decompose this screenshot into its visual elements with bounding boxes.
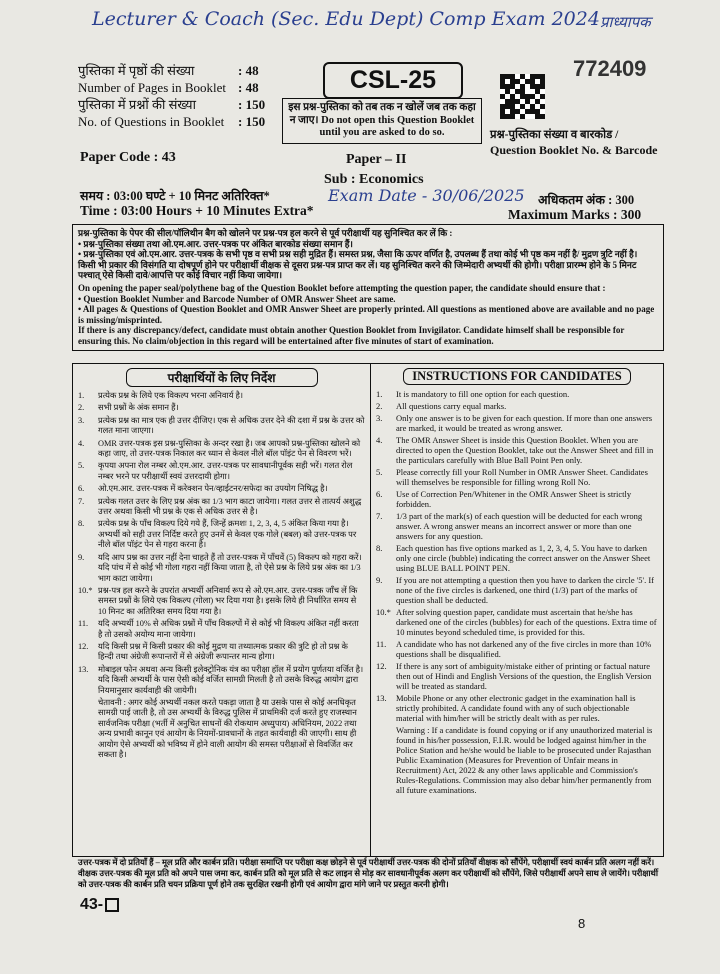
- english-instruction-item-number: 8.: [376, 543, 383, 553]
- english-instruction-item-text: If you are not attempting a question then you have to darken the circle '5'. If none of the five circles is darkened, one third (1/3) part of the marks of question shall be deducted.: [396, 575, 654, 605]
- hindi-instruction-item-number: 4.: [78, 438, 85, 448]
- english-instruction-item-number: 11.: [376, 639, 387, 649]
- hindi-instruction-item: [78, 497, 365, 518]
- english-instruction-item-text: After solving question paper, candidate must ascertain that he/she has darkened one of the circles (bubbles) for each of the questions. Extra time of 10 minutes beyond scheduled time, is provided for this.: [396, 607, 657, 637]
- hindi-instructions-title: परीक्षार्थियों के लिए निर्देश: [126, 368, 318, 387]
- hindi-instruction-item-text: प्रश्न-पत्र हल करने के उपरांत अभ्यर्थी अनिवार्य रूप से ओ.एम.आर. उत्तर-पत्रक जाँच लें कि समस्त प्रश्नों के लिये एक विकल्प (गोला) भर दिया गया है। इसके लिये ही निर्धारित समय से 10 मिनट का अतिरिक्त समय दिया गया है।: [98, 585, 358, 616]
- english-instruction-item-text: A candidate who has not darkened any of the five circles in more than 10% questions shall be disqualified.: [396, 639, 652, 659]
- footer-code: [80, 896, 119, 914]
- hindi-instruction-item: [78, 416, 365, 437]
- hindi-instruction-item-number: 12.: [78, 641, 89, 651]
- english-instruction-item: [376, 401, 658, 411]
- do-not-open-notice: इस प्रश्न-पुस्तिका को तब तक न खोलें जब तक कहा न जाए। Do not open this Question Booklet until you are asked to do so.: [282, 98, 482, 144]
- hindi-instruction-item: [78, 519, 365, 550]
- hindi-instruction-item-text: प्रत्येक प्रश्न के पाँच विकल्प दिये गये हैं, जिन्हें क्रमशः 1, 2, 3, 4, 5 अंकित किया गया है। अभ्यर्थी को सही उत्तर निर्दिष्ट करते हुए उनमें से केवल एक गोले (बबल) को उत्तर-पत्रक पर नीले बॉल पॉइंट पेन से गहरा करना है।: [98, 519, 357, 550]
- time-hi: समय : 03:00 घण्टे + 10 मिनट अतिरिक्त*: [80, 189, 270, 203]
- pages-value-hi: : 48: [238, 63, 259, 78]
- notice-en-intro: On opening the paper seal/polythene bag of the Question Booklet before attempting the question paper, the candidate should ensure that :: [78, 282, 606, 293]
- english-instruction-item-text: The OMR Answer Sheet is inside this Question Booklet. When you are directed to open the Question Booklet, take out the Answer Sheet and fill in the particulars carefully with Blue Ball Point Pen only.: [396, 435, 654, 465]
- notice-hi-bullet-1: • प्रश्न-पुस्तिका संख्या तथा ओ.एम.आर. उत्तर-पत्रक पर अंकित बारकोड संख्या समान हैं।: [78, 238, 353, 249]
- hindi-instruction-item: [78, 698, 365, 760]
- hindi-instruction-item: [78, 619, 365, 640]
- notice-hi-intro: प्रश्न-पुस्तिका के पेपर की सील/पॉलिथीन बैग को खोलने पर प्रश्न-पत्र हल करने से पूर्व परीक्षार्थी यह सुनिश्चित कर लें कि :: [78, 228, 453, 238]
- instructions-container: [72, 363, 664, 857]
- english-instruction-item-number: 3.: [376, 413, 383, 423]
- hindi-instruction-item: [78, 461, 365, 482]
- qr-code-icon: [500, 74, 545, 119]
- questions-label-en: No. of Questions in Booklet: [78, 114, 225, 129]
- english-instruction-item-number: 4.: [376, 435, 383, 445]
- english-instruction-item: [376, 543, 658, 573]
- hindi-instruction-item-text: ओ.एम.आर. उत्तर-पत्रक में करेक्शन पेन/व्हाईटनर/सफेदा का उपयोग निषिद्ध है।: [98, 484, 328, 494]
- hindi-instruction-item-text: प्रत्येक प्रश्न का मात्र एक ही उत्तर दीजिए। एक से अधिक उत्तर देने की दशा में प्रश्न के उत्तर को गलत माना जाएगा।: [98, 415, 365, 436]
- english-instruction-item: [376, 413, 658, 433]
- hindi-instruction-item: [78, 484, 365, 494]
- hindi-instruction-item-number: 10.*: [78, 585, 93, 595]
- page-number: 8: [578, 916, 586, 931]
- english-instruction-item-number: [376, 725, 396, 795]
- hindi-instruction-item-number: 11.: [78, 619, 89, 629]
- hindi-instruction-item-number: 13.: [78, 664, 89, 674]
- english-instruction-item-number: 9.: [376, 575, 383, 585]
- english-instruction-item-number: 1.: [376, 389, 383, 399]
- hindi-instruction-item-number: 6.: [78, 484, 85, 494]
- hindi-instruction-item: [78, 439, 365, 460]
- hindi-instruction-item: [78, 665, 365, 696]
- hindi-instruction-item: [78, 553, 365, 584]
- english-instruction-item: [376, 661, 658, 691]
- pages-value-en: : 48: [238, 80, 259, 95]
- hindi-instruction-item-number: 8.: [78, 519, 85, 529]
- max-marks-hi: अधिकतम अंक : 300: [538, 193, 635, 207]
- notice-hi-bullet-2: • प्रश्न-पुस्तिका एवं ओ.एम.आर. उत्तर-पत्रक के सभी पृष्ठ व सभी प्रश्न सही मुद्रित हैं। समस्त प्रश्न, जैसा कि ऊपर वर्णित है, उपलब्ध हैं तथा कोई भी पृष्ठ कम नहीं है/ मुद्रण त्रुटि नहीं है।: [78, 249, 638, 260]
- hindi-instruction-item-text: यदि किसी प्रश्न में किसी प्रकार की कोई मुद्रण या तथ्यात्मक प्रकार की त्रुटि हो तो प्रश्न के हिन्दी तथा अंग्रेजी रूपान्तरों में से अंग्रेजी रूपान्तर मान्य होगा।: [98, 641, 348, 662]
- hindi-instruction-item: [78, 391, 365, 401]
- english-instruction-item-text: If there is any sort of ambiguity/mistake either of printing or factual nature then out of Hindi and English Versions of the question, the English Version will be treated as standard.: [396, 661, 652, 691]
- english-instruction-item-text: Please correctly fill your Roll Number in OMR Answer Sheet. Candidates will themselves be responsible for filling wrong Roll No.: [396, 467, 648, 487]
- english-instruction-item-text: It is mandatory to fill one option for each question.: [396, 389, 570, 399]
- footer-note: उत्तर-पत्रक में दो प्रतियाँ हैं – मूल प्रति और कार्बन प्रति। परीक्षा समाप्ति पर परीक्षा कक्ष छोड़ने से पूर्व परीक्षार्थी उत्तर-पत्रक की दोनों प्रतियाँ वीक्षक को सौंपेंगे, परीक्षार्थी स्वयं कार्बन प्रति अलग नहीं करें। वीक्षक उत्तर-पत्रक की मूल प्रति को अपने पास जमा कर, कार्बन प्रति को मूल प्रति से कट लाइन से मोड़ कर सावधानीपूर्वक अलग कर परीक्षार्थी को सौंपेंगे, जिसे परीक्षार्थी अपने साथ ले जायेंगे। परीक्षार्थी को उत्तर-पत्रक की कार्बन प्रति चयन प्रक्रिया पूर्ण होने तक सुरक्षित रखनी होगी एवं आयोग द्वारा मांगे जाने पर प्रस्तुत करनी होगी।: [78, 858, 659, 889]
- handwritten-hindi-note: प्राध्यापक: [600, 13, 651, 31]
- pages-label-en: Number of Pages in Booklet: [78, 80, 227, 95]
- notice-en-bullet-2: • All pages & Questions of Question Booklet and OMR Answer Sheet are properly printed. All questions as mentioned above are available and no page is missing/misprinted.: [78, 304, 655, 325]
- handwritten-title: Lecturer & Coach (Sec. Edu Dept) Comp Exam 2024: [92, 8, 600, 30]
- notice-box: [72, 224, 664, 351]
- questions-label-hi: पुस्तिका में प्रश्नों की संख्या: [78, 97, 196, 112]
- english-instruction-item-text: All questions carry equal marks.: [396, 401, 507, 411]
- english-instruction-item: [376, 607, 658, 637]
- booklet-code: CSL-25: [323, 62, 463, 99]
- hindi-instructions-list: [78, 391, 365, 760]
- barcode-label-en: Question Booklet No. & Barcode: [490, 143, 658, 157]
- subject: Sub : Economics: [324, 172, 424, 187]
- booklet-info: [78, 62, 265, 130]
- english-instruction-item: [376, 467, 658, 487]
- questions-value-en: : 150: [238, 114, 266, 129]
- notice-en-bullet-1: • Question Booklet Number and Barcode Number of OMR Answer Sheet are same.: [78, 293, 396, 304]
- english-instruction-item-number: 12.: [376, 661, 387, 671]
- english-instruction-item: [376, 389, 658, 399]
- english-instruction-item: [376, 725, 658, 795]
- english-instruction-item-text: Use of Correction Pen/Whitener in the OMR Answer Sheet is strictly forbidden.: [396, 489, 632, 509]
- english-instructions-list: [376, 389, 658, 795]
- english-instruction-item-text: Warning : If a candidate is found copying or if any unauthorized material is found in his/her possession, F.I.R. would be lodged against him/her in the Police Station and he/she would be liable to be prosecuted under Rajasthan Public Examination (Measures for Prevention of Unfair means in Recruitment) Act, 2022 & any other laws applicable and Commission's Rules-Regulations. Commission may also debar him/her permanently from all future examinations.: [396, 725, 653, 795]
- english-instruction-item: [376, 639, 658, 659]
- hindi-instruction-item-number: 7.: [78, 496, 85, 506]
- english-instruction-item: [376, 489, 658, 509]
- english-instruction-item-number: 5.: [376, 467, 383, 477]
- hindi-instruction-item-text: मोबाइल फोन अथवा अन्य किसी इलेक्ट्रोनिक यंत्र का परीक्षा हॉल में प्रयोग पूर्णतया वर्जित है। यदि किसी अभ्यर्थी के पास ऐसी कोई वर्जित सामग्री मिलती है तो उसके विरुद्ध आयोग द्वारा नियमानुसार कार्यवाही की जायेगी।: [98, 664, 364, 695]
- handwritten-exam-date: Exam Date - 30/06/2025: [328, 186, 525, 205]
- english-instruction-item-number: 7.: [376, 511, 383, 521]
- footer-code-text: 43-: [80, 896, 104, 913]
- english-instructions-title: INSTRUCTIONS FOR CANDIDATES: [403, 368, 631, 385]
- english-instruction-item: [376, 511, 658, 541]
- hindi-instruction-item: [78, 586, 365, 617]
- hindi-instruction-item-text: चेतावनी : अगर कोई अभ्यर्थी नकल करते पकड़ा जाता है या उसके पास से कोई अनधिकृत सामग्री पाई जाती है, तो उस अभ्यर्थी के विरुद्ध पुलिस में प्राथमिकी दर्ज करते हुए राजस्थान सार्वजनिक परीक्षा (भर्ती में अनुचित साधनों की रोकथाम अध्युपाय) अधिनियम, 2022 तथा अन्य प्रभावी कानून एवं आयोग के नियमों-प्रावधानों के तहत कार्यवाही की जाएगी। साथ ही आयोग ऐसे अभ्यर्थी को भविष्य में होने वाली आयोग की समस्त परीक्षाओं से विवर्जित कर सकता है।: [98, 697, 357, 759]
- barcode-label-hi: प्रश्न-पुस्तिका संख्या व बारकोड /: [490, 129, 619, 141]
- hindi-instruction-item-number: 2.: [78, 403, 85, 413]
- notice-hi-bullet-3: किसी भी प्रकार की विसंगति या दोषपूर्ण होने पर परीक्षार्थी वीक्षक से दूसरा प्रश्न-पत्र प्राप्त कर लें। यह सुनिश्चित करने की जिम्मेदारी अभ्यर्थी की होगी। परीक्षा प्रारम्भ होने के 5 मिनट पश्चात् ऐसे किसी दावे/आपत्ति पर कोई विचार नहीं किया जायेगा।: [78, 259, 637, 281]
- english-instruction-item: [376, 575, 658, 605]
- english-instruction-item: [376, 435, 658, 465]
- english-instruction-item: [376, 693, 658, 723]
- hindi-instruction-item: [78, 642, 365, 663]
- hindi-instructions-column: [73, 364, 371, 856]
- square-icon: [105, 898, 119, 912]
- english-instruction-item-number: 6.: [376, 489, 383, 499]
- hindi-instruction-item-text: यदि अभ्यर्थी 10% से अधिक प्रश्नों में पाँच विकल्पों में से कोई भी विकल्प अंकित नहीं करता है तो उसको अयोग्य माना जायेगा।: [98, 619, 359, 639]
- english-instruction-item-number: 2.: [376, 401, 383, 411]
- hindi-instruction-item-number: 3.: [78, 415, 85, 425]
- hindi-instruction-item-number: 1.: [78, 391, 85, 400]
- english-instruction-item-text: Mobile Phone or any other electronic gadget in the examination hall is strictly prohibited. A candidate found with any of such objectionable material with him/her will be strictly dealt with as per rules.: [396, 693, 636, 723]
- pages-label-hi: पुस्तिका में पृष्ठों की संख्या: [78, 63, 195, 78]
- max-marks-en: Maximum Marks : 300: [508, 207, 642, 222]
- english-instruction-item-text: Each question has five options marked as 1, 2, 3, 4, 5. You have to darken only one circle (bubble) indicating the correct answer on the Answer Sheet using BLUE BALL POINT PEN.: [396, 543, 651, 573]
- hindi-instruction-item-text: प्रत्येक गलत उत्तर के लिए प्रश्न अंक का 1/3 भाग काटा जायेगा। गलत उत्तर से तात्पर्य अशुद्ध उत्तर अथवा किसी भी प्रश्न के एक से अधिक उत्तर से है।: [98, 496, 362, 517]
- english-instruction-item-text: 1/3 part of the mark(s) of each question will be deducted for each wrong answer. A wrong answer means an incorrect answer or more than one answers for any question.: [396, 511, 643, 541]
- hindi-instruction-item-text: OMR उत्तर-पत्रक इस प्रश्न-पुस्तिका के अन्दर रखा है। जब आपको प्रश्न-पुस्तिका खोलने को कहा जाए, तो उत्तर-पत्रक निकाल कर ध्यान से केवल नीले बॉल पॉइंट पेन से विवरण भरें।: [98, 438, 361, 459]
- booklet-serial: 772409: [573, 56, 647, 81]
- hindi-instruction-item-number: [78, 698, 98, 760]
- hindi-instruction-item-number: 5.: [78, 461, 85, 471]
- paper-code: Paper Code : 43: [80, 150, 176, 165]
- hindi-instruction-item-text: सभी प्रश्नों के अंक समान हैं।: [98, 403, 179, 413]
- english-instructions-column: [371, 364, 663, 856]
- english-instruction-item-text: Only one answer is to be given for each question. If more than one answers are marked, it would be treated as wrong answer.: [396, 413, 653, 433]
- hindi-instruction-item: [78, 403, 365, 413]
- time-en: Time : 03:00 Hours + 10 Minutes Extra*: [80, 203, 314, 218]
- questions-value-hi: : 150: [238, 97, 266, 112]
- hindi-instruction-item-text: प्रत्येक प्रश्न के लिये एक विकल्प भरना अनिवार्य है।: [98, 391, 244, 400]
- hindi-instruction-item-text: कृपया अपना रोल नम्बर ओ.एम.आर. उत्तर-पत्रक पर सावधानीपूर्वक सही भरें। गलत रोल नम्बर भरने पर परीक्षार्थी स्वयं उत्तरदायी होगा।: [98, 461, 353, 481]
- paper-number: Paper – II: [346, 152, 407, 167]
- hindi-instruction-item-number: 9.: [78, 552, 85, 562]
- hindi-instruction-item-text: यदि आप प्रश्न का उत्तर नहीं देना चाहते हैं तो उत्तर-पत्रक में पाँचवें (5) विकल्प को गहरा करें। यदि पांच में से कोई भी गोला गहरा नहीं किया जाता है, तो ऐसे प्रश्न के लिये प्रश्न अंक का 1/3 भाग काटा जायेगा।: [98, 552, 362, 583]
- english-instruction-item-number: 13.: [376, 693, 387, 703]
- english-instruction-item-number: 10.*: [376, 607, 391, 617]
- notice-en-bullet-3: If there is any discrepancy/defect, candidate must obtain another Question Booklet from Invigilator. Candidate himself shall be responsible for ensuring this. No claim/objection in this regard will be entertained after five minutes of start of examination.: [78, 325, 625, 346]
